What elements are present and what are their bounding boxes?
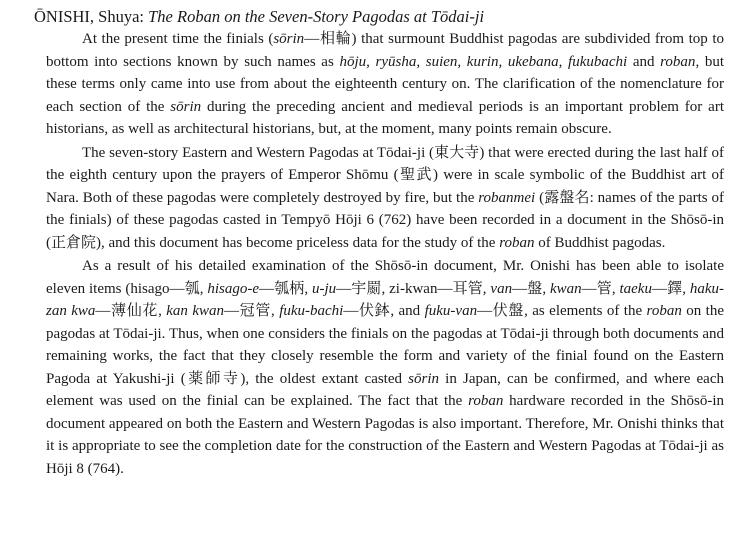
italic-term: roban [646, 303, 682, 319]
text-run: in Japan, can be confirmed, and where each element was used on the finial can be explained. The fact that the [46, 370, 724, 409]
italic-term: robanmei [478, 189, 536, 206]
italic-term: kwan [549, 280, 582, 297]
text-run: —鐸, [651, 280, 690, 297]
text-run: —伏鉢, and [343, 303, 425, 319]
text-run: —相輪) that surmount Buddhist pagodas are subdivided from top to bottom into sections known by such names as [46, 31, 724, 70]
text-run: during the preceding ancient and medieval periods is an important problem for art historians, as well as architectural historians, but, at the moment, many points remain obscure. [46, 98, 724, 137]
italic-term: taeku [619, 280, 652, 297]
text-run: (露盤名: names of the parts of the finials) of these pagodas casted in Tempyō Hōji 6 (762) have been recorded in a document in the Shōsō-in (正倉院), and this document has become priceless data for the study of the [46, 189, 724, 251]
italic-term: haku-zan kwa [46, 280, 724, 319]
text-run: —冠管, [224, 303, 280, 319]
text-run: , but these terms only came into use from about the eighteenth century on. The clarification of the nomenclature for each section of the [46, 53, 724, 115]
italic-term: fuku-van [424, 303, 478, 319]
author-name: ŌNISHI, Shuya: [34, 7, 144, 26]
text-run: The seven-story Eastern and Western Pagodas at Tōdai-ji (東大寺) that were erected during the last half of the eighth century upon the prayers of Emperor Shōmu (聖武) were in scale symbolic of the Buddhist art of Nara. Both of these pagodas were completely destroyed by fire, but the [46, 144, 724, 206]
text-run: —管, [581, 280, 620, 297]
italic-term: roban [468, 393, 504, 409]
text-run: of Buddhist pagodas. [534, 234, 666, 251]
paragraph-1 [46, 28, 724, 141]
text-run: hardware recorded in the Shōsō-in document appeared on both the Eastern and Western Pagodas is also important. Therefore, Mr. Onishi thinks that it is appropriate to see the completion date for the construction of the Eastern and Western Pagodas at Tōdai-ji as Hōji 8 (764). [46, 393, 724, 477]
text-run: —伏盤, as elements of the [477, 303, 647, 319]
article-title: The Roban on the Seven-Story Pagodas at Tōdai-ji [148, 7, 485, 26]
text-run: At the present time the finials ( [82, 31, 274, 47]
italic-term: roban [660, 53, 696, 70]
text-run: —盤, [512, 280, 550, 297]
italic-term: hōju, ryūsha, suien, kurin, ukebana, fukubachi [339, 53, 628, 70]
italic-term: hisago-e [207, 280, 260, 297]
paragraph-2 [46, 142, 724, 255]
italic-term: u-ju [312, 280, 337, 297]
text-run: —薄仙花, [95, 303, 167, 319]
text-run: As a result of his detailed examination of the Shōsō-in document, Mr. Onishi has been able to isolate eleven items (hisago—瓠, [46, 258, 724, 297]
italic-term: fuku-bachi [279, 303, 344, 319]
italic-term: sōrin [408, 370, 440, 387]
italic-term: sōrin [170, 98, 202, 115]
text-run: —宇罽, zi-kwan—耳管, [336, 280, 491, 297]
italic-term: sōrin [273, 31, 305, 47]
paragraph-3 [46, 255, 724, 480]
italic-term: roban [499, 234, 535, 251]
text-run: on the pagodas at Tōdai-ji. Thus, when one considers the finials on the pagodas at Tōdai-ji through both documents and remaining works, the fact that they closely resemble the form and variety of the finial found on the Eastern Pagoda at Yakushi-ji (薬師寺), the oldest extant casted [46, 303, 724, 387]
text-run: and [627, 53, 661, 70]
italic-term: van [490, 280, 513, 297]
italic-term: kan kwan [166, 303, 225, 319]
text-run: —瓠柄, [259, 280, 313, 297]
article-heading [34, 6, 724, 28]
